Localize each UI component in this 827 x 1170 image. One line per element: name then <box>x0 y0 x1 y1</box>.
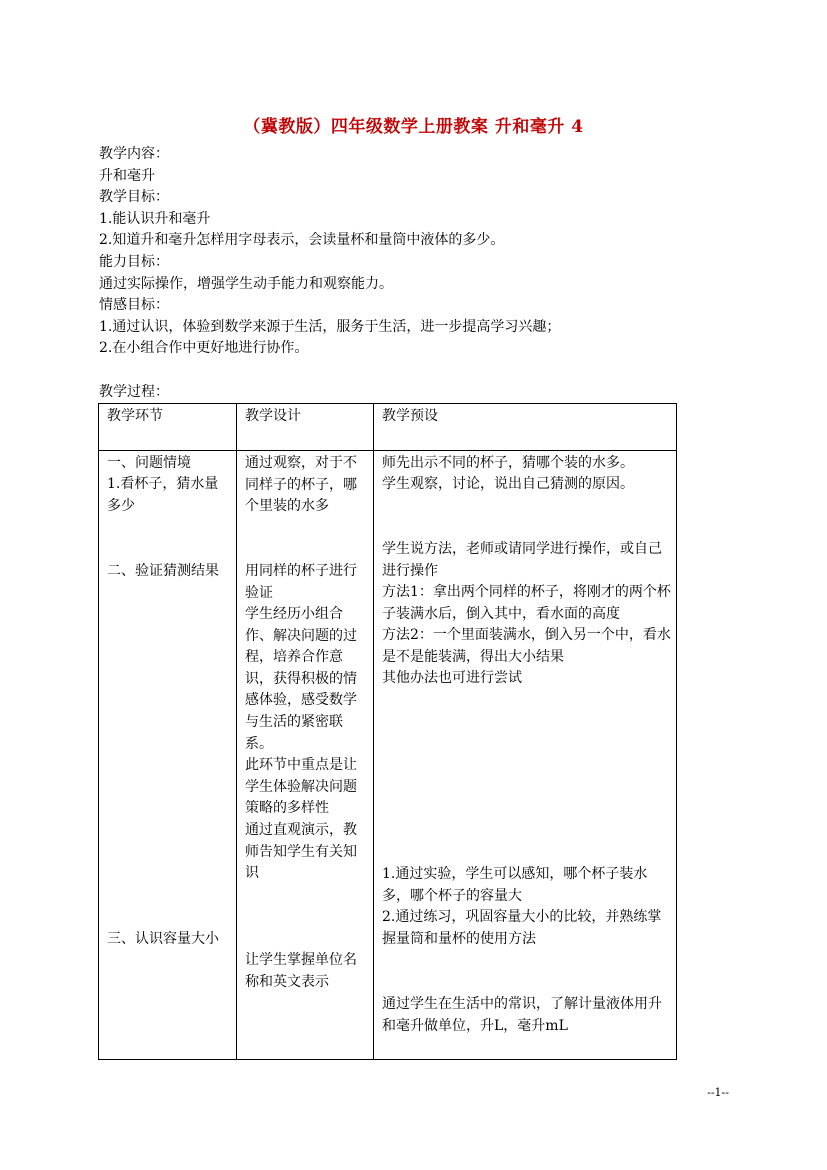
plan-method-1: 方法1：拿出两个同样的杯子，将刚才的两个杯子装满水后，倒入其中，看水面的高度 <box>382 584 671 622</box>
stage-1-title: 一、问题情境 <box>107 455 191 471</box>
emotion-goal-1: 1.通过认识，体验到数学来源于生活，服务于生活，进一步提高学习兴趣； <box>99 318 561 335</box>
plan-practice: 2.通过练习，巩固容量大小的比较，并熟练掌握量筒和量杯的使用方法 <box>382 909 662 947</box>
header-plan: 教学预设 <box>382 408 438 424</box>
intro-section <box>99 144 739 403</box>
table-row <box>99 451 677 1060</box>
design-strategy: 此环节中重点是让学生体验解决问题策略的多样性 <box>245 757 357 817</box>
teaching-goals-heading: 教学目标： <box>99 189 169 206</box>
plan-experiment: 1.通过实验，学生可以感知，哪个杯子装水多，哪个杯子的容量大 <box>382 866 648 904</box>
stage-cell <box>99 451 237 1060</box>
header-cell <box>99 404 237 451</box>
plan-methods-intro: 学生说方法，老师或请同学进行操作，或自己进行操作 <box>382 541 662 579</box>
teaching-content-text: 升和毫升 <box>99 167 155 184</box>
teaching-process-table <box>98 403 677 1060</box>
plan-other-methods: 其他办法也可进行尝试 <box>382 670 522 686</box>
plan-discuss: 学生观察，讨论，说出自己猜测的原因。 <box>382 476 634 492</box>
ability-goal-text: 通过实际操作，增强学生动手能力和观察能力。 <box>99 275 393 292</box>
stage-2-title: 二、验证猜测结果 <box>107 563 219 579</box>
design-observe: 通过观察，对于不同样子的杯子，哪个里装的水多 <box>245 455 357 515</box>
table-header-row <box>99 404 677 451</box>
teaching-goal-1: 1.能认识升和毫升 <box>99 210 211 227</box>
blank-line <box>99 360 739 382</box>
plan-cell <box>374 451 677 1060</box>
teaching-process-heading: 教学过程： <box>99 383 169 400</box>
page-number: --1-- <box>707 1086 729 1099</box>
header-stage: 教学环节 <box>107 408 163 424</box>
header-cell <box>237 404 374 451</box>
plan-units-intro: 通过学生在生活中的常识，了解计量液体用升和毫升做单位，升L，毫升mL <box>382 996 662 1034</box>
design-demo: 通过直观演示，教师告知学生有关知识 <box>245 822 357 882</box>
emotion-goals-heading: 情感目标： <box>99 297 169 314</box>
stage-1-desc: 1.看杯子，猜水量多少 <box>107 476 219 514</box>
emotion-goal-2: 2.在小组合作中更好地进行协作。 <box>99 340 309 357</box>
ability-goals-heading: 能力目标： <box>99 253 169 270</box>
teaching-goal-2: 2.知道升和毫升怎样用字母表示，会读量杯和量筒中液体的多少。 <box>99 232 505 249</box>
plan-show-cups: 师先出示不同的杯子，猜哪个装的水多。 <box>382 455 634 471</box>
header-cell <box>374 404 677 451</box>
design-verify: 用同样的杯子进行验证 <box>245 563 357 601</box>
document-title: （冀教版）四年级数学上册教案 升和毫升 4 <box>243 117 584 137</box>
design-cooperate: 学生经历小组合作、解决问题的过程，培养合作意识，获得积极的情感体验，感受数学与生活的紧密联系。 <box>245 606 357 752</box>
design-cell <box>237 451 374 1060</box>
design-units: 让学生掌握单位名称和英文表示 <box>245 952 357 990</box>
header-design: 教学设计 <box>245 408 301 424</box>
plan-method-2: 方法2：一个里面装满水，倒入另一个中，看水是不是能装满，得出大小结果 <box>382 627 671 665</box>
stage-3-title: 三、认识容量大小 <box>107 931 219 947</box>
teaching-content-heading: 教学内容： <box>99 146 169 162</box>
